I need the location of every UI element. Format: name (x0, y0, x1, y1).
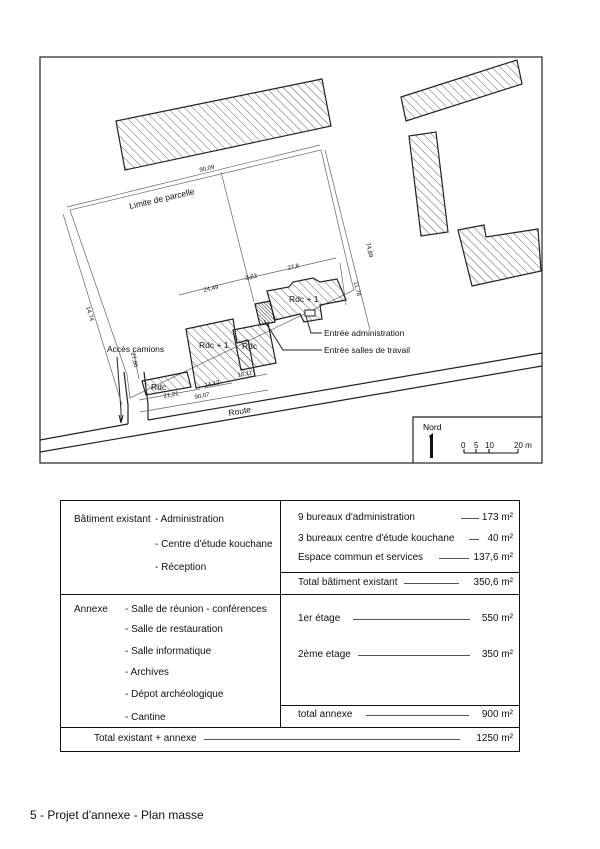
neighbour-building-top (116, 79, 331, 170)
label-dim-2786: 27,86 (129, 352, 139, 369)
neighbour-building-topright (401, 60, 522, 121)
label-dim-1011: 10,11 (237, 370, 253, 379)
existing-row-admin-value: 173 m² (481, 512, 513, 523)
north-label: Nord (423, 422, 442, 432)
existing-heading: Bâtiment existant (74, 514, 151, 525)
road (40, 353, 542, 452)
label-rdc-plus-1-main: Rdc + 1 (199, 340, 229, 350)
annexe-item-restauration: - Salle de restauration (125, 624, 223, 635)
area-table (60, 500, 520, 752)
annexe-total-value: 900 m² (481, 709, 513, 720)
label-route: Route (227, 404, 252, 418)
neighbour-building-bottomright (458, 225, 541, 286)
building-rdc-small-left (142, 372, 191, 395)
label-dim-2121: 21,21 (163, 391, 180, 400)
annexe-row-floor2-label: 2ème etage (298, 649, 351, 660)
existing-row-centre-value: 40 m² (487, 533, 513, 544)
north-scale-box (413, 417, 542, 463)
annexe-row-floor2-value: 350 m² (481, 649, 513, 660)
scale-0: 0 (461, 441, 466, 450)
annexe-total-label: total annexe (298, 709, 353, 720)
grand-total-value: 1250 m² (476, 733, 513, 744)
annexe-item-reunion: - Salle de réunion - conférences (125, 604, 267, 615)
label-rdc: Rdc (242, 341, 258, 351)
label-limite-parcelle: Limite de parcelle (128, 186, 196, 211)
label-acces-camions: Accès camions (107, 344, 165, 354)
label-dim-1412: 14,12 (204, 380, 221, 389)
existing-item-administration: - Administration (155, 514, 224, 525)
label-dim-2449: 24,49 (203, 284, 220, 294)
existing-total-label: Total bâtiment existant (298, 577, 398, 588)
annexe-row-floor1-label: 1er étage (298, 613, 341, 624)
label-dim-9007: 90,07 (194, 392, 211, 401)
label-dim-7489: 74,89 (364, 242, 374, 259)
scale-10: 10 (485, 441, 494, 450)
table-divider-existing-total (280, 572, 519, 573)
label-dim-383: 3,83 (245, 273, 258, 282)
existing-total-value: 350,6 m² (473, 577, 513, 588)
existing-item-centre: - Centre d'étude kouchane (155, 539, 273, 550)
admin-entrance-marker (305, 310, 315, 316)
annexe-item-archives: - Archives (125, 667, 169, 678)
table-divider-annexe-total (280, 705, 519, 706)
annexe-item-depot: - Dépot archéologique (125, 689, 224, 700)
neighbour-building-right (409, 132, 448, 236)
existing-row-centre-label: 3 bureaux centre d'étude kouchane (298, 533, 455, 544)
grand-total-label: Total existant + annexe (94, 733, 197, 744)
annexe-item-informatique: - Salle informatique (125, 646, 212, 657)
annexe-row-floor1-value: 550 m² (481, 613, 513, 624)
existing-item-reception: - Réception (155, 562, 207, 573)
parcel-inner-line (221, 172, 254, 302)
label-dim-9009: 90,09 (199, 164, 216, 174)
existing-row-common-value: 137,6 m² (473, 552, 513, 563)
truck-access-arrow (117, 357, 123, 423)
scale-5: 5 (474, 441, 479, 450)
label-rdc-plus-1-admin: Rdc + 1 (289, 294, 319, 304)
annexe-item-cantine: - Cantine (125, 712, 166, 723)
scale-20: 20 m (514, 441, 532, 450)
label-dim-278: 27,8 (287, 263, 300, 272)
table-divider-vertical (280, 501, 281, 727)
north-arrow-icon (429, 433, 433, 458)
label-entree-salles: Entrée salles de travail (324, 345, 410, 355)
existing-row-common-label: Espace commun et services (298, 552, 424, 563)
existing-row-admin-label: 9 bureaux d'administration (298, 512, 415, 523)
table-divider-grand-total (61, 727, 519, 728)
figure-caption: 5 - Projet d'annexe - Plan masse (30, 808, 204, 822)
label-dim-1474: 14,74 (84, 305, 95, 322)
label-entree-administration: Entrée administration (324, 328, 405, 338)
label-rdc-small: Rdc (151, 382, 167, 392)
label-dim-1178: 11,78 (352, 281, 362, 297)
table-divider-existing (61, 594, 519, 595)
annexe-heading: Annexe (74, 604, 108, 615)
